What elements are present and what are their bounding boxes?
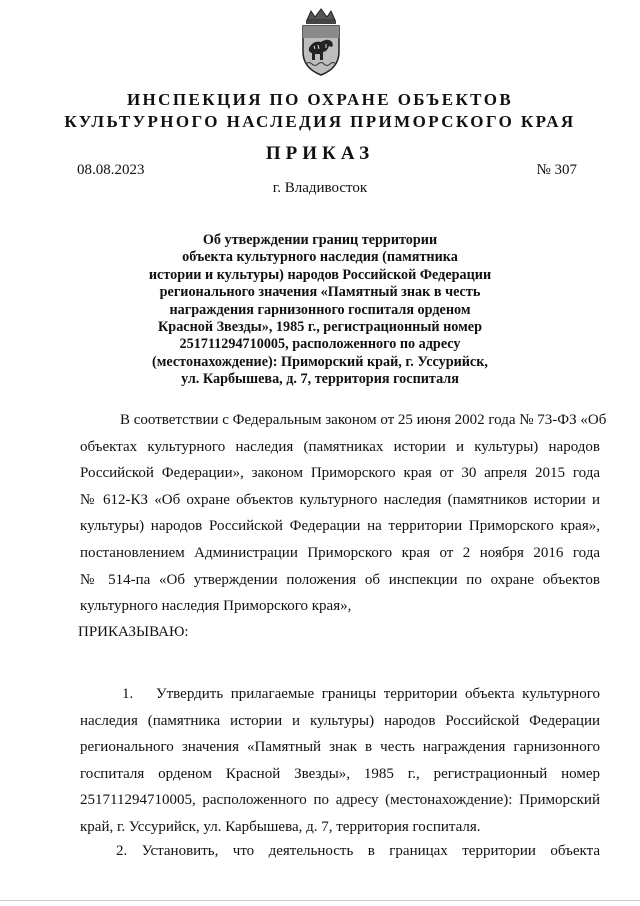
subject-line: (местонахождение): Приморский край, г. Уссурийск, <box>152 353 488 370</box>
paragraph-line: В соответствии с Федеральным законом от 25 июня 2002 года № 73-ФЗ «Об <box>120 412 607 428</box>
subject-line: регионального значения «Памятный знак в честь <box>159 284 481 301</box>
subject-line: Красной Звезды», 1985 г., регистрационный номер <box>158 319 482 336</box>
order-item-2 <box>80 838 600 865</box>
paragraph-line: постановлением Администрации Приморского края от 2 ноября 2016 года <box>80 544 600 561</box>
subject-line: Об утверждении границ территории <box>202 232 438 248</box>
item-text: Утвердить прилагаемые границы территории объекта культурного <box>156 686 600 702</box>
document-city: г. Владивосток <box>272 180 368 196</box>
document-type-title: ПРИКАЗ <box>265 143 375 164</box>
subject-line: ул. Карбышева, д. 7, территория госпиталя <box>181 371 459 388</box>
paragraph-line: № 612-КЗ «Об охране объектов культурного наследия (памятников истории и <box>80 491 600 508</box>
document-date: 08.08.2023 <box>77 162 145 178</box>
organization-name-line2: КУЛЬТУРНОГО НАСЛЕДИЯ ПРИМОРСКОГО КРАЯ <box>64 112 576 131</box>
document-number: № 307 <box>536 162 577 178</box>
paragraph-line: 251711294710005, расположенного по адресу (местонахождение): Приморский <box>80 792 600 809</box>
paragraph-line: культурного наследия Приморского края», <box>80 598 352 615</box>
order-keyword: ПРИКАЗЫВАЮ: <box>78 624 189 640</box>
paragraph-line: наследия (памятника истории и культуры) народов Российской Федерации <box>80 712 600 729</box>
paragraph-line <box>80 681 600 708</box>
paragraph-line: Российской Федерации», законом Приморского края от 30 апреля 2015 года <box>80 465 600 482</box>
item-number: 1. <box>122 686 134 702</box>
page-edge-divider <box>0 900 640 901</box>
primorsky-coat-of-arms-icon <box>293 8 349 78</box>
document-subject <box>120 232 520 389</box>
paragraph-line: госпиталя орденом Красной Звезды», 1985 г., регистрационный номер <box>80 765 600 782</box>
paragraph-line: объектах культурного наследия (памятниках истории и культуры) народов <box>80 438 600 455</box>
paragraph-line: край, г. Уссурийск, ул. Карбышева, д. 7, территория госпиталя. <box>80 818 481 835</box>
paragraph-line: культуры) народов Российской Федерации на территории Приморского края», <box>80 518 600 535</box>
paragraph-line: № 514-па «Об утверждении положения об инспекции по охране объектов <box>80 571 600 588</box>
paragraph-line: 2. Установить, что деятельность в границах территории объекта <box>116 843 600 859</box>
subject-line: объекта культурного наследия (памятника <box>182 249 458 266</box>
order-item-1 <box>80 681 600 841</box>
paragraph-line: регионального значения «Памятный знак в честь награждения гарнизонного <box>80 739 600 756</box>
organization-name-line1: ИНСПЕКЦИЯ ПО ОХРАНЕ ОБЪЕКТОВ <box>126 90 514 109</box>
subject-line: 251711294710005, расположенного по адресу <box>179 336 461 353</box>
preamble-paragraph <box>80 407 607 620</box>
subject-line: награждения гарнизонного госпиталя орденом <box>169 301 471 318</box>
subject-line: истории и культуры) народов Российской Федерации <box>148 266 492 283</box>
